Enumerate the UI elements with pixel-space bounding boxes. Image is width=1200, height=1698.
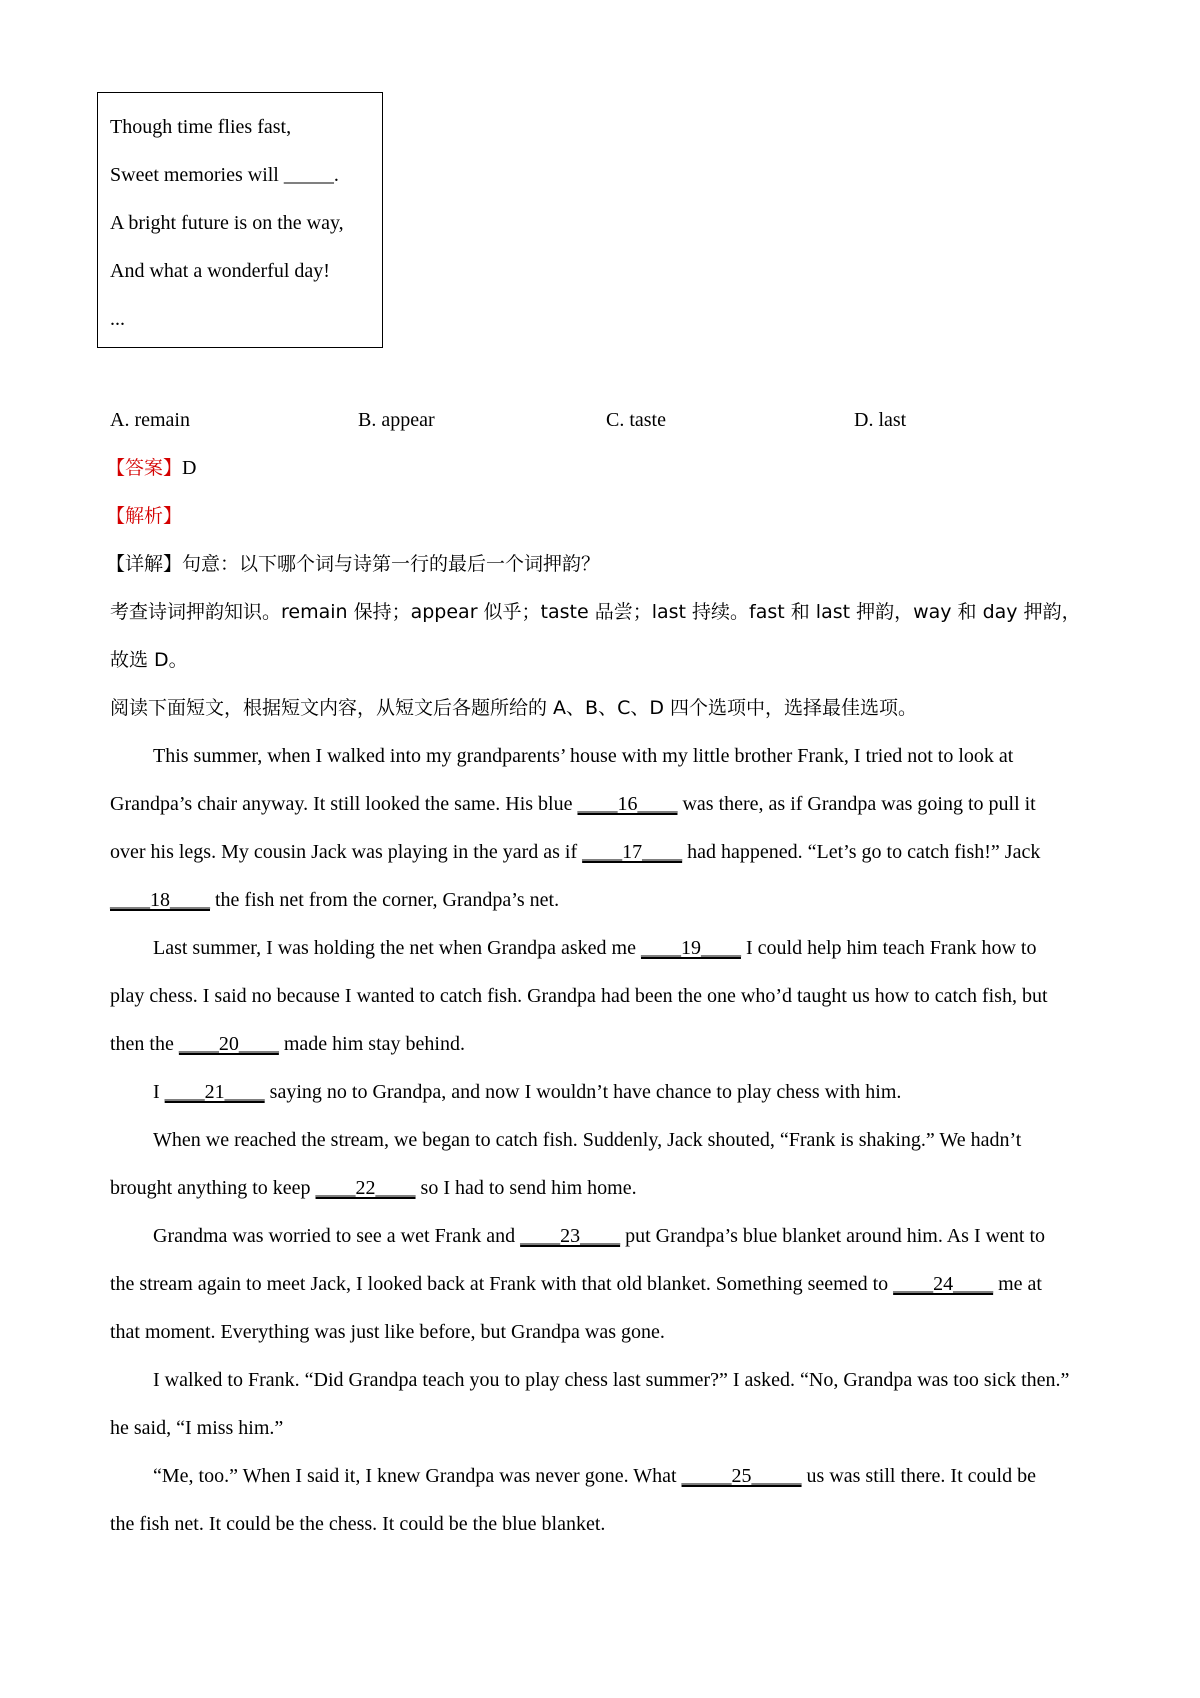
answer-tag: 【答案】	[106, 457, 183, 479]
passage-text: saying no to Grandpa, and now I wouldn’t have chance to play chess with him.	[264, 1081, 902, 1103]
blank-17: ____17____	[582, 841, 683, 863]
passage-line: the fish net. It could be the chess. It could be the blue blanket.	[110, 1513, 606, 1535]
option-a: A. remain	[110, 409, 190, 431]
passage-text: the stream again to meet Jack, I looked back at Frank with that old blanket. Something seemed to	[110, 1273, 894, 1295]
passage-line	[110, 1032, 465, 1056]
passage-text: I	[153, 1081, 165, 1103]
poem-line: And what a wonderful day!	[110, 260, 330, 282]
blank-22: ____22____	[315, 1177, 416, 1199]
passage-line: he said, “I miss him.”	[110, 1417, 284, 1439]
passage-line: This summer, when I walked into my grandparents’ house with my little brother Frank, I tried not to look at	[153, 745, 1014, 767]
passage-text: was there, as if Grandpa was going to pull it	[677, 793, 1036, 815]
blank-24: ____24____	[893, 1273, 994, 1295]
passage-line	[153, 936, 1036, 960]
passage-line	[110, 888, 559, 912]
passage-line	[110, 1272, 1042, 1296]
passage-line: play chess. I said no because I wanted to catch fish. Grandpa had been the one who’d taught us how to catch fish, but	[110, 985, 1048, 1007]
detail-line-2: 考查诗词押韵知识。remain 保持；appear 似乎；taste 品尝；last 持续。fast 和 last 押韵，way 和 day 押韵，	[110, 601, 1081, 623]
blank-25: _____25_____	[681, 1465, 802, 1487]
option-b: B. appear	[358, 409, 435, 431]
blank-21: ____21____	[164, 1081, 265, 1103]
detail-tag: 【详解】	[106, 553, 183, 575]
passage-line	[153, 1224, 1045, 1248]
detail-text: 句意：以下哪个词与诗第一行的最后一个词押韵？	[182, 553, 601, 575]
blank-20: ____20____	[178, 1033, 279, 1055]
passage-text: made him stay behind.	[278, 1033, 465, 1055]
passage-text: put Grandpa’s blue blanket around him. As I went to	[620, 1225, 1046, 1247]
poem-box	[97, 92, 383, 348]
passage-text: Grandma was worried to see a wet Frank and	[153, 1225, 521, 1247]
blank-16: ____16____	[577, 793, 678, 815]
option-c: C. taste	[606, 409, 666, 431]
passage-line	[110, 840, 1040, 864]
passage-text: over his legs. My cousin Jack was playing in the yard as if	[110, 841, 583, 863]
blank-23: ____23____	[520, 1225, 621, 1247]
passage-line	[153, 1464, 1036, 1488]
passage-text: brought anything to keep	[110, 1177, 316, 1199]
detail-line	[106, 552, 600, 576]
passage-text: us was still there. It could be	[801, 1465, 1036, 1487]
passage-text: “Me, too.” When I said it, I knew Grandpa was never gone. What	[153, 1465, 682, 1487]
poem-line: Though time flies fast,	[110, 116, 292, 138]
option-d: D. last	[854, 409, 907, 431]
passage-line: When we reached the stream, we began to catch fish. Suddenly, Jack shouted, “Frank is shaking.” We hadn’t	[153, 1129, 1022, 1151]
passage-text: had happened. “Let’s go to catch fish!” Jack	[682, 841, 1041, 863]
analysis-tag: 【解析】	[106, 505, 183, 527]
passage-text: Grandpa’s chair anyway. It still looked the same. His blue	[110, 793, 578, 815]
poem-line: Sweet memories will _____.	[110, 164, 339, 186]
instruction: 阅读下面短文，根据短文内容，从短文后各题所给的 A、B、C、D 四个选项中，选择最佳选项。	[110, 697, 918, 719]
analysis-line	[106, 504, 182, 528]
passage-line: that moment. Everything was just like before, but Grandpa was gone.	[110, 1321, 665, 1343]
answer-value: D	[182, 457, 197, 479]
poem-line: ...	[110, 308, 125, 330]
passage-text: me at	[993, 1273, 1042, 1295]
passage-text: I could help him teach Frank how to	[740, 937, 1037, 959]
passage-line	[110, 1176, 637, 1200]
poem-line: A bright future is on the way,	[110, 212, 344, 234]
passage-text: then the	[110, 1033, 179, 1055]
passage-line	[110, 792, 1036, 816]
passage-text: so I had to send him home.	[415, 1177, 637, 1199]
passage-text: Last summer, I was holding the net when Grandpa asked me	[153, 937, 641, 959]
answer-line	[106, 456, 196, 480]
passage-line	[153, 1080, 901, 1104]
passage-text: the fish net from the corner, Grandpa’s net.	[210, 889, 560, 911]
passage-line: I walked to Frank. “Did Grandpa teach you to play chess last summer?” I asked. “No, Grandpa was too sick then.”	[153, 1369, 1070, 1391]
blank-19: ____19____	[640, 937, 741, 959]
blank-18: ____18____	[110, 889, 210, 911]
detail-line-3: 故选 D。	[110, 649, 188, 671]
